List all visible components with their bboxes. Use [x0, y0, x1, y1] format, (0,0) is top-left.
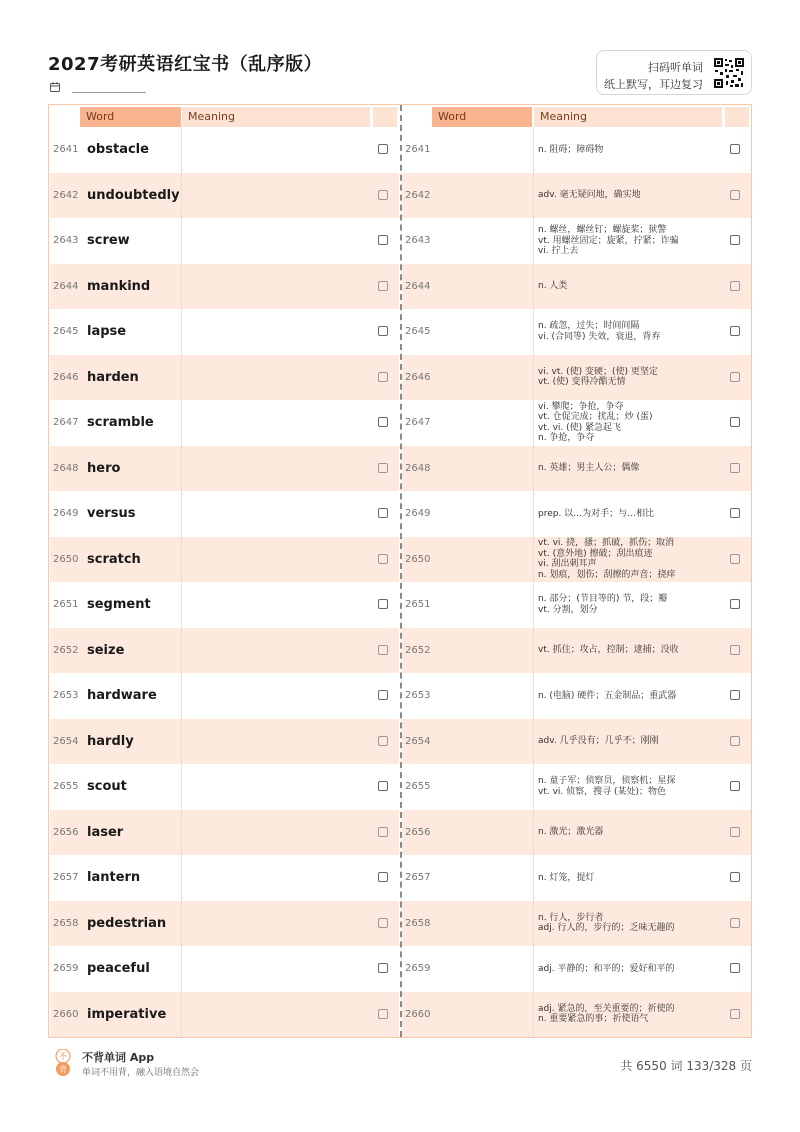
review-checkbox[interactable]	[730, 281, 740, 291]
entry-number: 2660	[405, 1008, 431, 1020]
review-checkbox[interactable]	[730, 872, 740, 882]
meaning-blank[interactable]	[186, 309, 370, 355]
meaning-panel	[402, 105, 751, 1037]
entry-meaning: n. 阻碍；障碍物	[538, 144, 604, 155]
page-title: 2027考研英语红宝书（乱序版）	[48, 54, 323, 75]
table-row	[402, 264, 751, 310]
review-checkbox[interactable]	[730, 781, 740, 791]
table-row	[402, 127, 751, 173]
entry-meaning: adj. 紧急的，至关重要的；祈使的 n. 重要紧急的事；祈使语气	[538, 1003, 675, 1025]
cell-divider	[533, 218, 534, 264]
app-slogan: 单词不用背，融入语境自然会	[82, 1068, 200, 1078]
entry-word: scratch	[87, 551, 141, 567]
table-row	[402, 582, 751, 628]
table-row	[50, 127, 399, 173]
cell-divider	[533, 173, 534, 219]
cell-divider	[533, 582, 534, 628]
word-blank[interactable]	[432, 309, 533, 355]
entry-word: hardware	[87, 688, 157, 703]
cell-divider	[181, 127, 182, 173]
entry-number: 2649	[53, 508, 79, 519]
cell-divider	[181, 446, 182, 492]
cell-divider	[533, 264, 534, 310]
meaning-blank[interactable]	[186, 719, 370, 765]
entry-number: 2645	[53, 326, 79, 337]
table-row	[50, 400, 399, 446]
entry-number: 2648	[405, 462, 431, 474]
cell-divider	[533, 491, 534, 537]
table-row	[50, 491, 399, 537]
word-panel-header	[50, 105, 399, 127]
entry-number: 2646	[405, 371, 431, 383]
review-checkbox[interactable]	[378, 417, 388, 427]
table-row	[402, 855, 751, 901]
review-checkbox[interactable]	[730, 508, 740, 518]
meaning-panel-rows	[402, 127, 751, 1037]
entry-word: segment	[87, 597, 151, 612]
review-checkbox[interactable]	[378, 645, 388, 655]
cell-divider	[181, 628, 182, 674]
entry-number: 2642	[405, 189, 431, 201]
table-row	[50, 309, 399, 355]
cell-divider	[181, 218, 182, 264]
table-row	[402, 764, 751, 810]
cell-divider	[181, 946, 182, 992]
cell-divider	[181, 582, 182, 628]
entry-meaning: adj. 平静的；和平的；爱好和平的	[538, 963, 675, 974]
entry-number: 2653	[405, 690, 431, 701]
review-checkbox[interactable]	[730, 736, 740, 746]
cell-divider	[181, 673, 182, 719]
entry-word: harden	[87, 369, 139, 385]
table-row	[402, 901, 751, 947]
entry-number: 2644	[53, 280, 79, 292]
table-row	[402, 355, 751, 401]
entry-word: lantern	[87, 870, 141, 885]
table-row	[402, 673, 751, 719]
entry-number: 2651	[53, 599, 79, 610]
entry-number: 2649	[405, 508, 431, 519]
entry-word: laser	[87, 824, 124, 840]
review-checkbox[interactable]	[730, 918, 740, 928]
calendar-icon	[50, 82, 60, 92]
table-row	[50, 537, 399, 583]
entry-meaning: adv. 几乎没有；几乎不；刚刚	[538, 736, 659, 746]
table-row	[50, 446, 399, 492]
review-checkbox[interactable]	[378, 690, 388, 700]
entry-number: 2641	[405, 144, 431, 155]
entry-number: 2652	[405, 644, 431, 656]
entry-word: mankind	[87, 278, 151, 294]
meaning-blank[interactable]	[186, 537, 370, 583]
entry-number: 2648	[53, 462, 79, 474]
review-checkbox[interactable]	[730, 554, 740, 564]
entry-number: 2655	[405, 781, 431, 792]
cell-divider	[533, 355, 534, 401]
cell-divider	[533, 719, 534, 765]
review-checkbox[interactable]	[378, 235, 388, 245]
badge-line2: 纸上默写，耳边复习	[604, 78, 703, 91]
entry-meaning: vi. vt. (使) 变硬；(使) 更坚定 vt. (使) 变得冷酷无情	[538, 366, 658, 388]
table-row	[50, 946, 399, 992]
meaning-blank[interactable]	[186, 127, 370, 173]
cell-divider	[181, 173, 182, 219]
review-checkbox[interactable]	[730, 963, 740, 973]
qr-code-icon[interactable]	[713, 57, 745, 89]
entry-number: 2657	[405, 872, 431, 883]
review-checkbox[interactable]	[378, 918, 388, 928]
table-row	[402, 400, 751, 446]
meaning-blank[interactable]	[186, 218, 370, 264]
entry-meaning: n. 童子军；侦察员，侦察机；星探 vt. vi. 侦察，搜寻 (某处)；物色	[538, 776, 676, 797]
review-checkbox[interactable]	[378, 190, 388, 200]
review-checkbox[interactable]	[730, 1009, 740, 1019]
header-check	[373, 107, 397, 127]
word-panel	[50, 105, 399, 1037]
entry-meaning: vt. vi. 挠，搔；抓破，抓伤；取消 vt. (意外地) 擦破；刮出痕迹 vi. 刮出刺耳声 n. 划痕，划伤；刮擦的声音；挠痒	[538, 538, 676, 580]
meaning-blank[interactable]	[186, 446, 370, 492]
table-row	[402, 537, 751, 583]
review-checkbox[interactable]	[730, 645, 740, 655]
table-row	[50, 628, 399, 674]
meaning-blank[interactable]	[186, 810, 370, 856]
cell-divider	[181, 355, 182, 401]
badge-line1: 扫码听单词	[648, 61, 703, 74]
cell-divider	[181, 992, 182, 1038]
meaning-blank[interactable]	[186, 992, 370, 1038]
entry-word: lapse	[87, 324, 127, 339]
entry-word: versus	[87, 506, 136, 521]
logo-bottom-glyph: 背	[59, 1065, 67, 1074]
review-checkbox[interactable]	[730, 827, 740, 837]
entry-meaning: n. 行人，步行者 adj. 行人的，步行的；乏味无趣的	[538, 912, 675, 934]
cell-divider	[533, 901, 534, 947]
meaning-blank[interactable]	[186, 901, 370, 947]
cell-divider	[181, 537, 182, 583]
table-row	[50, 673, 399, 719]
table-row	[50, 719, 399, 765]
table-row	[50, 901, 399, 947]
entry-number: 2646	[53, 371, 79, 383]
cell-divider	[533, 537, 534, 583]
entry-word: obstacle	[87, 142, 149, 157]
entry-meaning: n. 英雄；男主人公；偶像	[538, 463, 640, 473]
review-checkbox[interactable]	[730, 690, 740, 700]
review-checkbox[interactable]	[378, 508, 388, 518]
review-checkbox[interactable]	[378, 326, 388, 336]
review-checkbox[interactable]	[730, 463, 740, 473]
meaning-blank[interactable]	[186, 628, 370, 674]
word-panel-rows	[50, 127, 399, 1037]
word-blank[interactable]	[432, 946, 533, 992]
entry-number: 2650	[53, 553, 79, 565]
entry-number: 2647	[405, 417, 431, 428]
cell-divider	[181, 309, 182, 355]
table-row	[402, 810, 751, 856]
table-row	[402, 218, 751, 264]
entry-number: 2655	[53, 781, 79, 792]
table-row	[402, 719, 751, 765]
word-blank[interactable]	[432, 582, 533, 628]
entry-word: scramble	[87, 415, 154, 430]
entry-meaning: adv. 毫无疑问地，确实地	[538, 190, 641, 200]
logo-top-glyph: 不	[59, 1052, 67, 1061]
entry-meaning: n. 人类	[538, 281, 568, 291]
entry-word: imperative	[87, 1006, 167, 1022]
review-checkbox[interactable]	[378, 281, 388, 291]
review-checkbox[interactable]	[378, 781, 388, 791]
cell-divider	[181, 491, 182, 537]
table-row	[50, 855, 399, 901]
meaning-blank[interactable]	[186, 764, 370, 810]
meaning-blank[interactable]	[186, 673, 370, 719]
cell-divider	[181, 810, 182, 856]
meaning-blank[interactable]	[186, 491, 370, 537]
entry-number: 2658	[53, 917, 79, 929]
cell-divider	[533, 628, 534, 674]
cell-divider	[533, 127, 534, 173]
entry-meaning: n. (电脑) 硬件；五金制品；重武器	[538, 690, 677, 701]
meaning-panel-header	[402, 105, 751, 127]
word-blank[interactable]	[432, 673, 533, 719]
table-row	[402, 628, 751, 674]
cell-divider	[533, 764, 534, 810]
review-checkbox[interactable]	[730, 372, 740, 382]
cell-divider	[533, 810, 534, 856]
entry-number: 2641	[53, 144, 79, 155]
entry-number: 2643	[53, 235, 79, 246]
review-checkbox[interactable]	[730, 235, 740, 245]
review-checkbox[interactable]	[378, 599, 388, 609]
entry-number: 2652	[53, 644, 79, 656]
meaning-blank[interactable]	[186, 400, 370, 446]
entry-number: 2656	[53, 826, 79, 838]
entry-word: pedestrian	[87, 915, 167, 931]
cell-divider	[533, 400, 534, 446]
entry-number: 2657	[53, 872, 79, 883]
entry-number: 2654	[53, 735, 79, 747]
entry-number: 2659	[405, 963, 431, 974]
entry-meaning: n. 激光；激光器	[538, 827, 604, 837]
cell-divider	[533, 992, 534, 1038]
cell-divider	[181, 855, 182, 901]
cell-divider	[181, 400, 182, 446]
cell-divider	[533, 673, 534, 719]
table-row	[50, 582, 399, 628]
entry-meaning: vi. 攀爬；争抢，争夺 vt. 仓促完成；扰乱；炒 (蛋) vt. vi. (使) 紧急起飞 n. 争抢，争夺	[538, 401, 653, 444]
audio-qr-badge[interactable]	[596, 50, 752, 95]
table-row	[402, 491, 751, 537]
table-row	[402, 173, 751, 219]
review-checkbox[interactable]	[378, 736, 388, 746]
entry-number: 2643	[405, 235, 431, 246]
review-checkbox[interactable]	[730, 144, 740, 154]
cell-divider	[181, 764, 182, 810]
entry-number: 2650	[405, 553, 431, 565]
entry-number: 2651	[405, 599, 431, 610]
entry-word: hardly	[87, 733, 134, 749]
entry-meaning: vt. 抓住；攻占，控制；逮捕；没收	[538, 645, 679, 655]
entry-meaning: n. 螺丝，螺丝钉；螺旋桨；狱警 vt. 用螺丝固定；旋紧，拧紧；诈骗 vi. 拧上去	[538, 225, 679, 256]
review-checkbox[interactable]	[378, 1009, 388, 1019]
entry-word: seize	[87, 642, 125, 658]
table-row	[50, 173, 399, 219]
cell-divider	[533, 946, 534, 992]
entry-word: hero	[87, 460, 121, 476]
table-row	[402, 992, 751, 1038]
meaning-blank[interactable]	[186, 355, 370, 401]
table-row	[402, 309, 751, 355]
table-row	[50, 992, 399, 1038]
table-row	[50, 355, 399, 401]
table-row	[50, 218, 399, 264]
review-checkbox[interactable]	[378, 463, 388, 473]
review-checkbox[interactable]	[378, 372, 388, 382]
entry-meaning: n. 疏忽，过失；时间间隔 vi. (合同等) 失效，衰退，背弃	[538, 321, 661, 342]
cell-divider	[181, 719, 182, 765]
header-check	[725, 107, 749, 127]
entry-number: 2659	[53, 963, 79, 974]
table-row	[50, 764, 399, 810]
page-info: 共 6550 词 133/328 页	[620, 1059, 752, 1073]
app-name: 不背单词 App	[82, 1051, 155, 1064]
entry-number: 2647	[53, 417, 79, 428]
cell-divider	[181, 264, 182, 310]
entry-number: 2654	[405, 735, 431, 747]
meaning-blank[interactable]	[186, 855, 370, 901]
word-blank[interactable]	[432, 127, 533, 173]
review-checkbox[interactable]	[378, 827, 388, 837]
entry-word: undoubtedly	[87, 187, 180, 203]
review-checkbox[interactable]	[378, 554, 388, 564]
table-row	[402, 446, 751, 492]
entry-number: 2660	[53, 1008, 79, 1020]
cell-divider	[533, 855, 534, 901]
header-word: Word	[80, 107, 181, 127]
word-blank[interactable]	[432, 218, 533, 264]
word-blank[interactable]	[432, 764, 533, 810]
entry-number: 2645	[405, 326, 431, 337]
meaning-blank[interactable]	[186, 173, 370, 219]
entry-number: 2642	[53, 189, 79, 201]
date-line[interactable]	[72, 92, 146, 93]
entry-number: 2658	[405, 917, 431, 929]
meaning-blank[interactable]	[186, 946, 370, 992]
review-checkbox[interactable]	[378, 872, 388, 882]
entry-meaning: n. 灯笼，提灯	[538, 872, 595, 883]
word-blank[interactable]	[432, 491, 533, 537]
review-checkbox[interactable]	[730, 326, 740, 336]
word-blank[interactable]	[432, 855, 533, 901]
bubei-logo-icon	[52, 1049, 74, 1077]
meaning-blank[interactable]	[186, 582, 370, 628]
word-sheet	[48, 104, 752, 1038]
entry-word: scout	[87, 779, 127, 794]
word-blank[interactable]	[432, 400, 533, 446]
header-meaning: Meaning	[182, 107, 370, 127]
header-meaning: Meaning	[534, 107, 722, 127]
review-checkbox[interactable]	[378, 963, 388, 973]
review-checkbox[interactable]	[378, 144, 388, 154]
review-checkbox[interactable]	[730, 190, 740, 200]
cell-divider	[533, 446, 534, 492]
cell-divider	[533, 309, 534, 355]
entry-meaning: n. 部分；(节目等的) 节，段；瓣 vt. 分割，划分	[538, 594, 668, 615]
entry-number: 2656	[405, 826, 431, 838]
cell-divider	[181, 901, 182, 947]
header-word: Word	[432, 107, 532, 127]
entry-number: 2644	[405, 280, 431, 292]
table-row	[50, 810, 399, 856]
meaning-blank[interactable]	[186, 264, 370, 310]
table-row	[402, 946, 751, 992]
entry-meaning: prep. 以…为对手；与…相比	[538, 508, 655, 519]
date-row	[50, 80, 146, 93]
review-checkbox[interactable]	[730, 417, 740, 427]
review-checkbox[interactable]	[730, 599, 740, 609]
entry-word: screw	[87, 233, 130, 248]
entry-number: 2653	[53, 690, 79, 701]
entry-word: peaceful	[87, 961, 150, 976]
table-row	[50, 264, 399, 310]
